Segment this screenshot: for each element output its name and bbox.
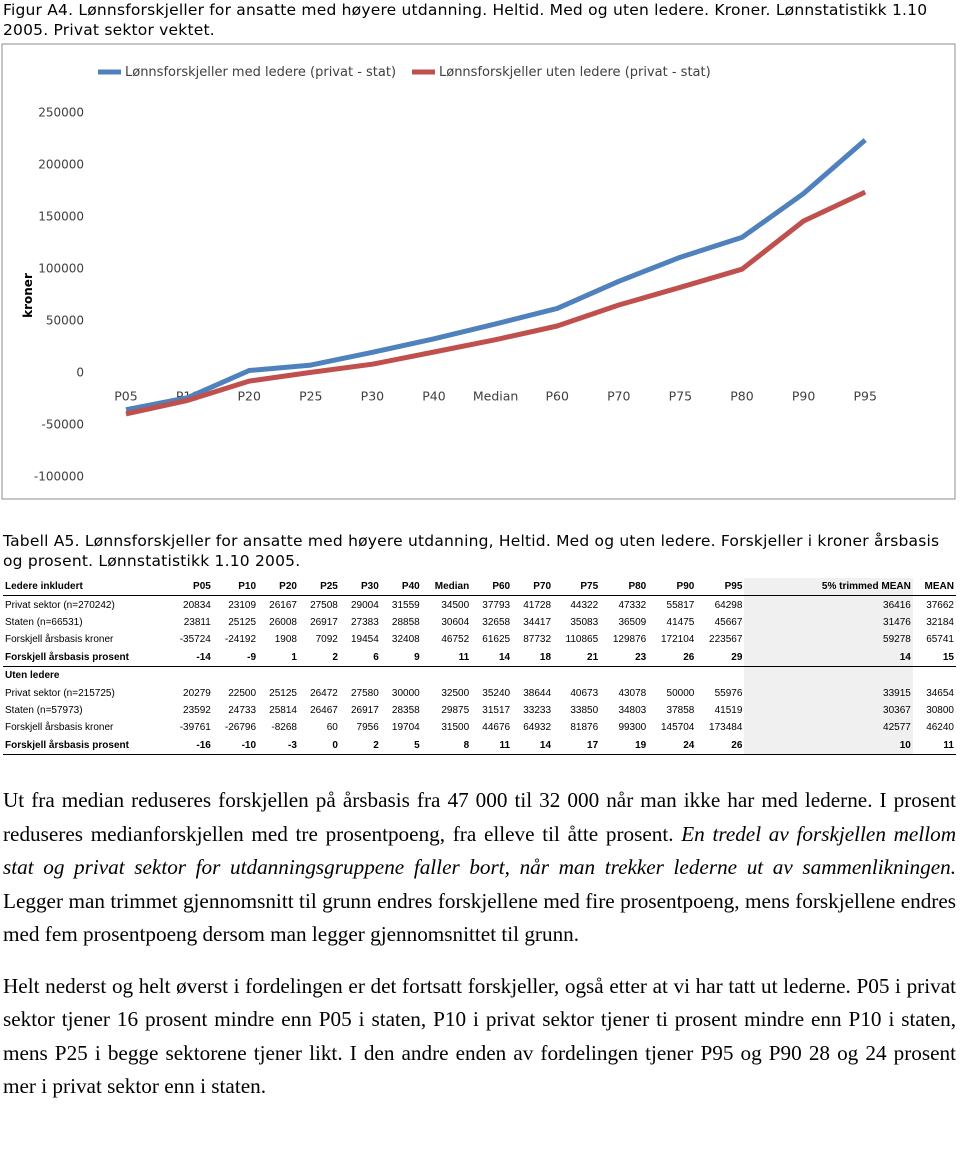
- table-cell: 30367: [744, 702, 912, 719]
- table-cell: [422, 666, 471, 684]
- table-cell: P40: [381, 578, 422, 596]
- table-cell: 23109: [228, 599, 257, 611]
- table-cell: [381, 666, 422, 684]
- table-cell: 20834: [183, 599, 211, 611]
- table-cell: 31517: [482, 704, 511, 716]
- table-cell: 44676: [482, 722, 511, 734]
- table-cell: 34803: [618, 704, 647, 716]
- table-row: [3, 649, 956, 667]
- table-cell: [340, 666, 381, 684]
- table-cell: 18: [512, 649, 553, 667]
- table-row: [3, 666, 956, 684]
- table-cell: 14: [744, 649, 912, 667]
- table-cell: 5% trimmed MEAN: [744, 578, 912, 596]
- body-text: [3, 784, 956, 1104]
- salary-table: [3, 578, 956, 755]
- table-cell: 46240: [926, 722, 954, 734]
- table-cell: 35083: [570, 616, 599, 628]
- paragraph-1-text-a: Ut fra median reduseres forskjellen på årsbasis fra 47 000 til 32 000 når man ikke har med lederne. I prosent reduseres medianforskjellen med tre prosentpoeng, fra elleve til åtte prosent.: [3, 788, 956, 846]
- table-cell: [168, 666, 213, 684]
- table-cell: 145704: [660, 722, 695, 734]
- x-tick-label: P90: [791, 388, 816, 404]
- table-cell: 42577: [744, 719, 912, 736]
- table-cell: 6: [340, 649, 381, 667]
- table-cell: 1908: [274, 634, 297, 646]
- table-cell: 23811: [183, 616, 211, 628]
- table-cell: -14: [168, 649, 213, 667]
- table-cell: 55976: [714, 687, 743, 699]
- table-cell: 29004: [350, 599, 379, 611]
- table-cell: 32500: [441, 687, 470, 699]
- table-cell: 9: [381, 649, 422, 667]
- table-cell: 24: [648, 737, 696, 755]
- table-cell: 110865: [565, 634, 599, 646]
- y-tick-label: -50000: [41, 417, 84, 432]
- table-cell: 27580: [350, 687, 379, 699]
- chart-border: [2, 44, 955, 499]
- table-row: [3, 684, 956, 701]
- table-cell: 31500: [441, 722, 470, 734]
- table-cell: 47332: [618, 599, 647, 611]
- x-tick-label: P30: [360, 388, 385, 404]
- table-cell: 28858: [391, 616, 420, 628]
- table-cell: 31476: [744, 614, 912, 631]
- table-row: [3, 719, 956, 736]
- row-label: Forskjell årsbasis kroner: [5, 634, 114, 646]
- table-cell: 36509: [618, 616, 647, 628]
- table-cell: 26467: [310, 704, 338, 716]
- table-cell: 30800: [926, 704, 954, 716]
- table-cell: -10: [213, 737, 258, 755]
- table-cell: [512, 666, 553, 684]
- table-cell: 34417: [523, 616, 552, 628]
- table-cell: 25125: [228, 616, 257, 628]
- table-cell: 43078: [618, 687, 647, 699]
- table-cell: -26796: [224, 722, 257, 734]
- table-cell: 35240: [482, 687, 511, 699]
- table-cell: 33233: [523, 704, 552, 716]
- y-tick-label: -100000: [33, 469, 84, 484]
- row-label: Forskjell årsbasis prosent: [3, 737, 168, 755]
- x-tick-label: P95: [853, 388, 877, 404]
- table-cell: 29: [696, 649, 744, 667]
- table-row: [3, 596, 956, 614]
- table-cell: 23: [600, 649, 648, 667]
- table-cell: 38644: [523, 687, 552, 699]
- table-cell: -24192: [224, 634, 257, 646]
- table-cell: [913, 666, 956, 684]
- table-cell: 59278: [744, 631, 912, 648]
- table-cell: 14: [512, 737, 553, 755]
- y-tick-label: 50000: [45, 313, 84, 328]
- table-cell: 45667: [714, 616, 743, 628]
- table-cell: 26: [648, 649, 696, 667]
- series-line-1: [126, 140, 865, 410]
- table-cell: 64932: [523, 722, 552, 734]
- table-row: [3, 702, 956, 719]
- x-tick-label: P60: [545, 388, 569, 404]
- row-label: Ledere inkludert: [3, 578, 168, 596]
- table-cell: [471, 666, 512, 684]
- table-cell: 25125: [269, 687, 297, 699]
- table-cell: 37793: [482, 599, 511, 611]
- table-cell: P25: [299, 578, 340, 596]
- y-tick-label: 250000: [38, 105, 84, 120]
- table-cell: P60: [471, 578, 512, 596]
- table-cell: [213, 666, 258, 684]
- table-row: [3, 631, 956, 648]
- table-cell: 34654: [926, 687, 954, 699]
- x-tick-label: P70: [607, 388, 631, 404]
- table-cell: 26472: [310, 687, 338, 699]
- table-cell: 81876: [570, 722, 599, 734]
- paragraph-1: [3, 784, 956, 952]
- table-cell: 60: [326, 722, 338, 734]
- x-tick-label: P25: [299, 388, 323, 404]
- y-tick-label: 0: [76, 365, 84, 380]
- row-label: Privat sektor (n=215725): [5, 687, 115, 699]
- table-cell: 17: [553, 737, 600, 755]
- table-cell: 32658: [482, 616, 511, 628]
- table-cell: 27383: [350, 616, 379, 628]
- table-cell: 129876: [612, 634, 647, 646]
- table-cell: 14: [471, 649, 512, 667]
- row-label: Uten ledere: [5, 670, 60, 682]
- table-cell: 31559: [391, 599, 420, 611]
- table-cell: [696, 666, 744, 684]
- x-tick-label: P75: [668, 388, 693, 404]
- table-cell: 26917: [310, 616, 338, 628]
- table-cell: 30604: [441, 616, 470, 628]
- table-cell: -3: [258, 737, 299, 755]
- paragraph-2: Helt nederst og helt øverst i fordelingen er det fortsatt forskjeller, også etter at vi har tatt ut lederne. P05 i privat sektor tjener 16 prosent mindre enn P05 i staten, P10 i privat sektor tjener ti prosent mindre enn P10 i staten, mens P25 i begge sektorene tjener likt. I den andre enden av fordelingen tjener P95 og P90 28 og 24 prosent mer i privat sektor enn i staten.: [3, 973, 956, 1098]
- table-row: [3, 737, 956, 755]
- paragraph-1-text-c: Legger man trimmet gjennomsnitt til grunn endres forskjellene med fire prosentpoeng, mens forskjellene endres med fem prosentpoeng dersom man legger gjennomsnittet til grunn.: [3, 888, 956, 946]
- table-cell: P75: [553, 578, 600, 596]
- table-cell: 99300: [618, 722, 647, 734]
- table-cell: 5: [381, 737, 422, 755]
- table-cell: P95: [696, 578, 744, 596]
- table-cell: 1: [258, 649, 299, 667]
- line-chart: [0, 42, 960, 502]
- table-cell: -9: [213, 649, 258, 667]
- table-cell: 23592: [183, 704, 211, 716]
- table-cell: 34500: [441, 599, 470, 611]
- table-cell: 32184: [926, 616, 954, 628]
- x-tick-label: P20: [237, 388, 261, 404]
- table-cell: 11: [422, 649, 471, 667]
- table-cell: 29875: [441, 704, 470, 716]
- x-tick-label: P40: [422, 388, 446, 404]
- table-cell: 41728: [523, 599, 552, 611]
- table-cell: [258, 666, 299, 684]
- row-label: Staten (n=66531): [5, 616, 83, 628]
- table-cell: 15: [913, 649, 956, 667]
- legend-label-2: Lønnsforskjeller uten ledere (privat - stat): [439, 65, 711, 80]
- x-tick-label: Median: [472, 388, 519, 404]
- table-cell: 64298: [714, 599, 743, 611]
- table-cell: 46752: [441, 634, 470, 646]
- table-cell: -8268: [271, 722, 297, 734]
- table-cell: -39761: [179, 722, 211, 734]
- table-cell: 7956: [356, 722, 379, 734]
- table-cell: 61625: [482, 634, 511, 646]
- y-tick-label: 100000: [38, 261, 84, 276]
- row-label: Forskjell årsbasis prosent: [3, 649, 168, 667]
- table-cell: 37858: [666, 704, 695, 716]
- row-label: Forskjell årsbasis kroner: [5, 722, 114, 734]
- table-cell: 21: [553, 649, 600, 667]
- table-cell: [553, 666, 600, 684]
- table-cell: 37662: [926, 599, 954, 611]
- table-cell: Median: [422, 578, 471, 596]
- x-tick-label: P05: [114, 388, 138, 404]
- table-cell: 19454: [350, 634, 379, 646]
- table-cell: 26917: [350, 704, 379, 716]
- row-label: Staten (n=57973): [5, 704, 83, 716]
- legend-label-1: Lønnsforskjeller med ledere (privat - stat): [125, 65, 397, 80]
- table-cell: 27508: [310, 599, 338, 611]
- table-cell: 2: [299, 649, 340, 667]
- table-cell: -16: [168, 737, 213, 755]
- table-cell: P10: [213, 578, 258, 596]
- table-cell: [299, 666, 340, 684]
- table-cell: 22500: [228, 687, 257, 699]
- table-cell: P20: [258, 578, 299, 596]
- table-cell: 7092: [315, 634, 338, 646]
- paragraph-1-italic: En tredel av forskjellen mellom stat og privat sektor for utdanningsgruppene faller bort, når man trekker lederne ut av sammenlikningen.: [3, 821, 957, 879]
- table-cell: P05: [168, 578, 213, 596]
- table-cell: 24733: [228, 704, 257, 716]
- table-cell: 19704: [391, 722, 420, 734]
- table-cell: 41519: [714, 704, 743, 716]
- table-cell: 36416: [744, 596, 912, 614]
- table-cell: 26: [696, 737, 744, 755]
- series-line-2: [126, 192, 865, 414]
- table-cell: -35724: [179, 634, 211, 646]
- table-cell: MEAN: [913, 578, 956, 596]
- x-tick-label: P10: [175, 388, 200, 404]
- table-cell: P70: [512, 578, 553, 596]
- table-cell: 8: [422, 737, 471, 755]
- table-cell: 41475: [666, 616, 695, 628]
- table-cell: 30000: [391, 687, 420, 699]
- table-cell: 40673: [570, 687, 599, 699]
- table-cell: 65741: [926, 634, 954, 646]
- table-header-row: [3, 578, 956, 596]
- table-cell: 223567: [709, 634, 743, 646]
- table-row: [3, 614, 956, 631]
- row-label: Privat sektor (n=270242): [5, 599, 115, 611]
- table-cell: 50000: [666, 687, 695, 699]
- table-cell: 0: [299, 737, 340, 755]
- table-cell: P90: [648, 578, 696, 596]
- table-cell: 44322: [570, 599, 599, 611]
- table-cell: P30: [340, 578, 381, 596]
- table-cell: 28358: [391, 704, 420, 716]
- table-cell: 11: [471, 737, 512, 755]
- table-cell: 26008: [269, 616, 297, 628]
- table-cell: P80: [600, 578, 648, 596]
- table-cell: 2: [340, 737, 381, 755]
- table-cell: [600, 666, 648, 684]
- table-cell: 20279: [183, 687, 211, 699]
- table-cell: 25814: [269, 704, 297, 716]
- table-cell: 55817: [666, 599, 695, 611]
- table-cell: 33915: [744, 684, 912, 701]
- table-cell: 19: [600, 737, 648, 755]
- table-cell: [648, 666, 696, 684]
- y-tick-label: 200000: [38, 157, 84, 172]
- table-cell: 172104: [660, 634, 695, 646]
- chart-svg: [0, 42, 960, 502]
- table-caption: Tabell A5. Lønnsforskjeller for ansatte med høyere utdanning, Heltid. Med og uten ledere. Forskjeller i kroner årsbasis og prosent. Lønnstatistikk 1.10 2005.: [3, 532, 940, 570]
- table-cell: [744, 666, 912, 684]
- table-cell: 87732: [523, 634, 552, 646]
- figure-caption: Figur A4. Lønnsforskjeller for ansatte med høyere utdanning. Heltid. Med og uten ledere. Kroner. Lønnstatistikk 1.10 2005. Privat sektor vektet.: [3, 1, 928, 39]
- table-cell: 11: [913, 737, 956, 755]
- x-tick-label: P80: [730, 388, 754, 404]
- table-cell: 173484: [709, 722, 743, 734]
- table-cell: 33850: [570, 704, 599, 716]
- table-cell: 26167: [269, 599, 297, 611]
- table-cell: 10: [744, 737, 912, 755]
- table-cell: 32408: [391, 634, 420, 646]
- y-axis-label: kroner: [21, 273, 35, 318]
- y-tick-label: 150000: [38, 209, 84, 224]
